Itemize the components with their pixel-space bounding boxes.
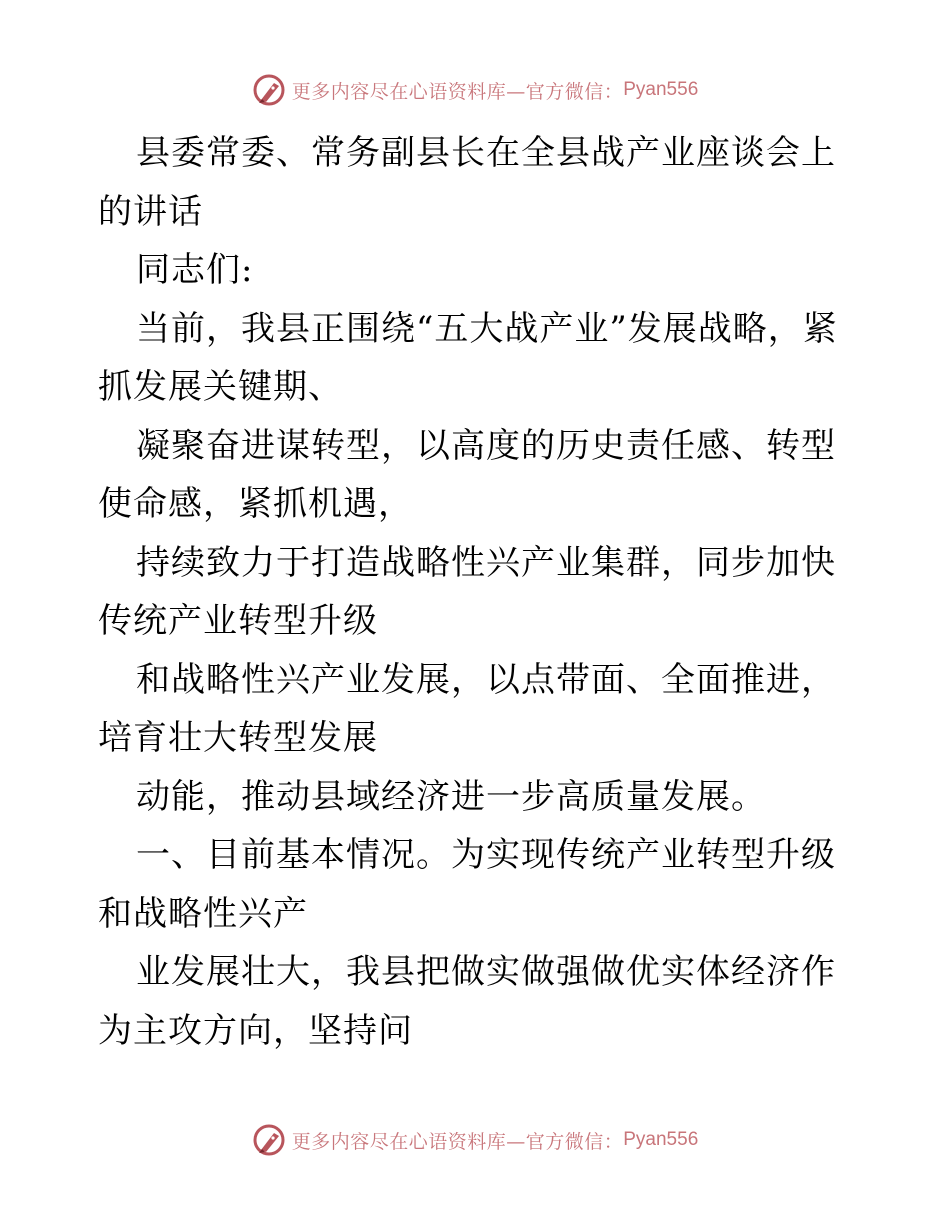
paragraph: 当前，我县正围绕“五大战产业”发展战略，紧抓发展关键期、 xyxy=(98,308,838,407)
paragraph: 动能，推动县域经济进一步高质量发展。 xyxy=(136,776,766,817)
watermark-banner-top xyxy=(0,70,950,110)
paragraph: 和战略性兴产业发展，以点带面、全面推进，培育壮大转型发展 xyxy=(98,659,836,758)
paragraph: 业发展壮大，我县把做实做强做优实体经济作为主攻方向，坚持问 xyxy=(98,952,836,1051)
document-body xyxy=(98,124,858,1060)
document-title: 县委常委、常务副县长在全县战产业座谈会上的讲话 xyxy=(98,133,836,232)
paragraph: 持续致力于打造战略性兴产业集群，同步加快传统产业转型升级 xyxy=(98,542,836,641)
watermark-banner-bottom xyxy=(0,1120,950,1160)
paragraph: 凝聚奋进谋转型，以高度的历史责任感、转型使命感，紧抓机遇， xyxy=(98,425,836,524)
pen-nib-circle-icon xyxy=(252,1123,286,1157)
watermark-text: 更多内容尽在心语资料库—官方微信： xyxy=(291,80,624,103)
section-heading-paragraph: 一、目前基本情况。为实现传统产业转型升级和战略性兴产 xyxy=(98,835,836,934)
watermark-account: Pyan556 xyxy=(623,79,699,100)
pen-nib-circle-icon xyxy=(252,73,286,107)
watermark-account: Pyan556 xyxy=(623,1129,699,1150)
watermark-text: 更多内容尽在心语资料库—官方微信： xyxy=(291,1130,624,1153)
salutation: 同志们: xyxy=(136,250,254,290)
